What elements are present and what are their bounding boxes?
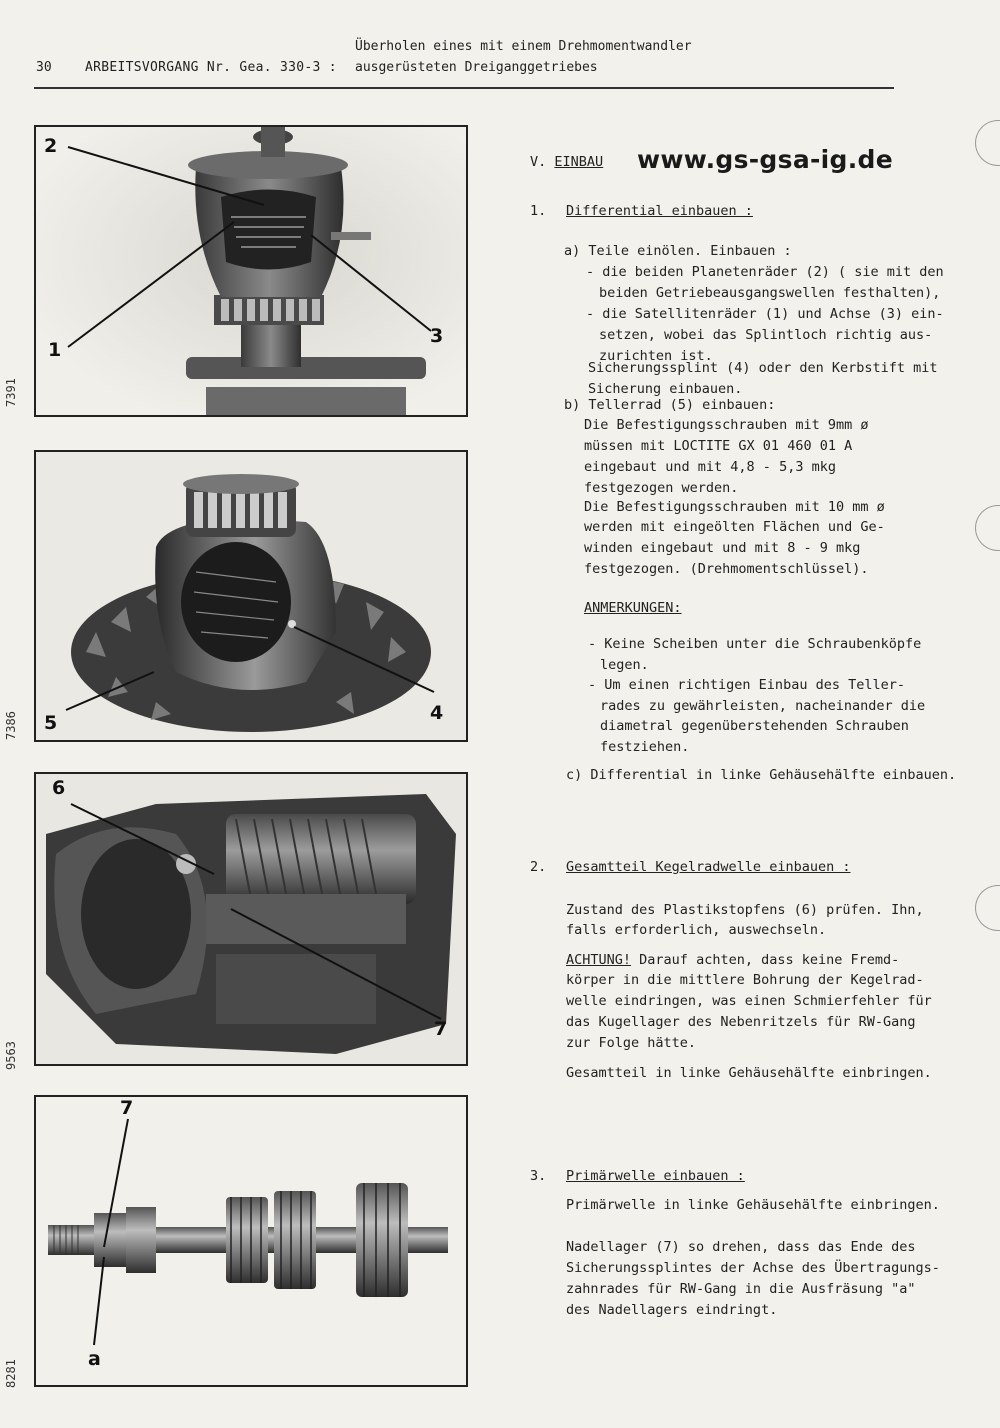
step1-line: a) Teile einölen. Einbauen : xyxy=(564,243,792,259)
callout-3-fig1: 3 xyxy=(430,325,444,347)
punch-hole xyxy=(975,505,1000,551)
step-number: 3. xyxy=(530,1168,547,1184)
step3-line: Sicherungssplintes der Achse des Übertragungs- xyxy=(566,1260,940,1276)
figure-differential-housing xyxy=(34,125,468,417)
note-line: festziehen. xyxy=(600,739,690,755)
step1-final: c) Differential in linke Gehäusehälfte einbauen. xyxy=(566,767,957,783)
step-number: 1. xyxy=(530,203,547,219)
callout-a-fig4: a xyxy=(88,1348,101,1370)
step1-line: Die Befestigungsschrauben mit 9mm ø xyxy=(584,417,869,433)
note-line: - Keine Scheiben unter die Schraubenköpfe xyxy=(588,636,922,652)
step1-line: beiden Getriebeausgangswellen festhalten), xyxy=(599,285,941,301)
note-line: rades zu gewährleisten, nacheinander die xyxy=(600,698,926,714)
step2-line: Zustand des Plastikstopfens (6) prüfen. Ihn, xyxy=(566,902,924,918)
figure-code: 9563 xyxy=(4,1041,18,1070)
callout-7-fig3: 7 xyxy=(434,1018,448,1040)
step-title: Primärwelle einbauen : xyxy=(566,1168,745,1184)
title-line-1: Überholen eines mit einem Drehmomentwandler xyxy=(355,39,692,54)
punch-hole xyxy=(975,885,1000,931)
figure-code: 7391 xyxy=(4,378,18,407)
callout-5-fig2: 5 xyxy=(44,712,58,734)
warning-line: körper in die mittlere Bohrung der Kegelrad- xyxy=(566,972,924,988)
warning-line: welle eindringen, was einen Schmierfehler für xyxy=(566,993,932,1009)
section-number: V. xyxy=(530,154,547,170)
step3-line: zahnrades für RW-Gang in die Ausfräsung "a" xyxy=(566,1281,916,1297)
figure-primary-shaft xyxy=(34,1095,468,1387)
step1-line: Sicherungssplint (4) oder den Kerbstift mit xyxy=(588,360,938,376)
step1-line: müssen mit LOCTITE GX 01 460 01 A xyxy=(584,438,853,454)
title-line-2: ausgerüsteten Dreiganggetriebes xyxy=(355,60,598,75)
warning-text: Darauf achten, dass keine Fremd- xyxy=(639,952,900,968)
step1-line: Sicherung einbauen. xyxy=(588,381,743,397)
step3-line: Nadellager (7) so drehen, dass das Ende des xyxy=(566,1239,916,1255)
header-rule xyxy=(34,87,894,89)
callout-7-fig4: 7 xyxy=(120,1097,134,1119)
callout-4-fig2: 4 xyxy=(430,702,444,724)
step1-line: festgezogen. (Drehmomentschlüssel). xyxy=(584,561,869,577)
step1-line: - die Satellitenräder (1) und Achse (3) ein- xyxy=(586,306,944,322)
callout-2-fig1: 2 xyxy=(44,135,58,157)
section-heading xyxy=(530,152,603,173)
step2-final: Gesamtteil in linke Gehäusehälfte einbringen. xyxy=(566,1065,932,1081)
note-line: - Um einen richtigen Einbau des Teller- xyxy=(588,677,905,693)
callout-6-fig3: 6 xyxy=(52,777,66,799)
figure-bevel-shaft xyxy=(34,772,468,1066)
website-watermark: www.gs-gsa-ig.de xyxy=(637,145,893,174)
warning-label: ACHTUNG! xyxy=(566,952,632,968)
page-title xyxy=(355,36,692,78)
step1-line: setzen, wobei das Splintloch richtig aus- xyxy=(599,327,933,343)
step1-line: werden mit eingeölten Flächen und Ge- xyxy=(584,519,885,535)
step-number: 2. xyxy=(530,859,547,875)
warning-line: das Kugellager des Nebenritzels für RW-Gang xyxy=(566,1014,916,1030)
note-line: legen. xyxy=(600,657,649,673)
figure-code: 7386 xyxy=(4,711,18,740)
note-line: diametral gegenüberstehenden Schrauben xyxy=(600,718,909,734)
callout-1-fig1: 1 xyxy=(48,339,62,361)
step1-line: Die Befestigungsschrauben mit 10 mm ø xyxy=(584,499,885,515)
warning-line-1 xyxy=(566,950,899,971)
section-title: EINBAU xyxy=(554,154,604,170)
step-title: Differential einbauen : xyxy=(566,203,753,219)
step-title: Gesamtteil Kegelradwelle einbauen : xyxy=(566,859,851,875)
operation-label: ARBEITSVORGANG Nr. Gea. 330-3 : xyxy=(85,60,337,75)
step2-line: falls erforderlich, auswechseln. xyxy=(566,922,827,938)
punch-hole xyxy=(975,120,1000,166)
step1-line: zurichten ist. xyxy=(599,348,713,364)
step3-line: Primärwelle in linke Gehäusehälfte einbringen. xyxy=(566,1197,940,1213)
step1-line: winden eingebaut und mit 8 - 9 mkg xyxy=(584,540,861,556)
step1-line: eingebaut und mit 4,8 - 5,3 mkg xyxy=(584,459,836,475)
notes-title: ANMERKUNGEN: xyxy=(584,600,682,616)
warning-line: zur Folge hätte. xyxy=(566,1035,697,1051)
figure-code: 8281 xyxy=(4,1359,18,1388)
step1-line: b) Tellerrad (5) einbauen: xyxy=(564,397,776,413)
step1-line: - die beiden Planetenräder (2) ( sie mit den xyxy=(586,264,944,280)
figure-ring-gear xyxy=(34,450,468,742)
step1-line: festgezogen werden. xyxy=(584,480,739,496)
step3-line: des Nadellagers eindringt. xyxy=(566,1302,778,1318)
page-number: 30 xyxy=(36,60,52,75)
